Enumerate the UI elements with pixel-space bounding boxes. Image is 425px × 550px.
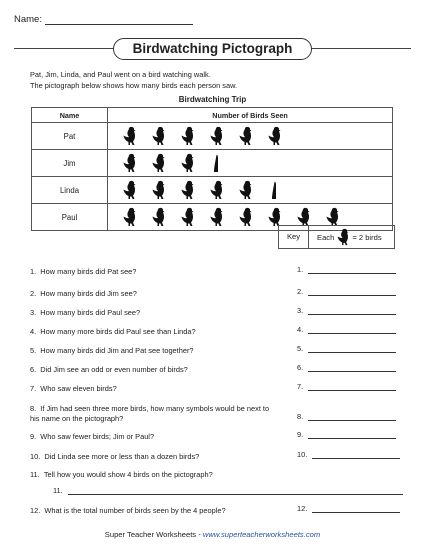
footer-brand: Super Teacher Worksheets xyxy=(104,530,197,539)
answer-7[interactable]: 7. xyxy=(297,382,396,391)
row-name: Jim xyxy=(32,150,108,177)
question-7: 7. Who saw eleven birds? xyxy=(30,384,117,393)
bird-icon xyxy=(267,207,282,227)
table-row xyxy=(32,123,393,150)
bird-icon xyxy=(209,207,224,227)
bird-icon xyxy=(180,126,195,146)
footer: Super Teacher Worksheets - www.superteacherworksheets.com xyxy=(104,530,321,539)
bird-icon xyxy=(325,207,340,227)
half-bird-icon xyxy=(209,153,224,173)
row-name: Paul xyxy=(32,204,108,231)
pictograph-table xyxy=(31,107,393,231)
page-title: Birdwatching Pictograph xyxy=(113,38,312,60)
bird-icon xyxy=(180,180,195,200)
question-6: 6. Did Jim see an odd or even number of birds? xyxy=(30,365,188,374)
bird-icon xyxy=(151,153,166,173)
bird-icon xyxy=(122,207,137,227)
answer-1[interactable]: 1. xyxy=(297,265,396,274)
intro-line-2: The pictograph below shows how many birds each person saw. xyxy=(30,80,238,90)
table-row xyxy=(32,150,393,177)
question-11: 11. Tell how you would show 4 birds on the pictograph? xyxy=(30,470,213,479)
row-symbols xyxy=(108,123,393,150)
question-2: 2. How many birds did Jim see? xyxy=(30,289,137,298)
title-banner xyxy=(14,38,411,60)
name-blank[interactable] xyxy=(45,14,193,25)
row-name: Pat xyxy=(32,123,108,150)
col-header-name: Name xyxy=(32,108,108,123)
answer-6[interactable]: 6. xyxy=(297,363,396,372)
row-name: Linda xyxy=(32,177,108,204)
pictograph-key xyxy=(278,225,395,249)
bird-icon xyxy=(151,126,166,146)
chart-title: Birdwatching Trip xyxy=(178,95,247,104)
bird-icon xyxy=(267,126,282,146)
answer-5[interactable]: 5. xyxy=(297,344,396,353)
bird-icon xyxy=(180,207,195,227)
bird-icon xyxy=(122,180,137,200)
bird-icon xyxy=(238,180,253,200)
name-field xyxy=(14,14,193,25)
row-symbols xyxy=(108,177,393,204)
question-8: 8. If Jim had seen three more birds, how many symbols would be next to his name on the pictograph? xyxy=(30,404,270,423)
bird-icon xyxy=(151,180,166,200)
answer-12[interactable]: 12. xyxy=(297,504,400,513)
intro-text xyxy=(30,70,237,91)
row-symbols xyxy=(108,150,393,177)
answer-4[interactable]: 4. xyxy=(297,325,396,334)
bird-icon xyxy=(336,228,350,246)
question-12: 12. What is the total number of birds seen by the 4 people? xyxy=(30,506,226,515)
answer-9[interactable]: 9. xyxy=(297,430,396,439)
answer-8[interactable]: 8. xyxy=(297,412,396,421)
bird-icon xyxy=(151,207,166,227)
question-3: 3. How many birds did Paul see? xyxy=(30,308,141,317)
bird-icon xyxy=(209,126,224,146)
bird-icon xyxy=(122,126,137,146)
question-9: 9. Who saw fewer birds; Jim or Paul? xyxy=(30,432,155,441)
question-1: 1. How many birds did Pat see? xyxy=(30,267,137,276)
bird-icon xyxy=(122,153,137,173)
question-10: 10. Did Linda see more or less than a dozen birds? xyxy=(30,452,200,461)
key-label: Key xyxy=(279,226,309,248)
answer-3[interactable]: 3. xyxy=(297,306,396,315)
bird-icon xyxy=(180,153,195,173)
footer-url[interactable]: www.superteacherworksheets.com xyxy=(202,530,321,539)
key-equals: = 2 birds xyxy=(352,232,382,242)
bird-icon xyxy=(238,126,253,146)
question-4: 4. How many more birds did Paul see than Linda? xyxy=(30,327,196,336)
bird-icon xyxy=(238,207,253,227)
half-bird-icon xyxy=(267,180,282,200)
key-each: Each xyxy=(317,232,335,242)
bird-icon xyxy=(296,207,311,227)
answer-10[interactable]: 10. xyxy=(297,450,400,459)
answer-2[interactable]: 2. xyxy=(297,287,396,296)
col-header-birds: Number of Birds Seen xyxy=(108,108,393,123)
question-5: 5. How many birds did Jim and Pat see together? xyxy=(30,346,194,355)
name-label: Name: xyxy=(14,14,42,25)
answer-11[interactable]: 11. xyxy=(53,486,403,495)
bird-icon xyxy=(209,180,224,200)
intro-line-1: Pat, Jim, Linda, and Paul went on a bird watching walk. xyxy=(30,70,211,79)
table-row xyxy=(32,177,393,204)
